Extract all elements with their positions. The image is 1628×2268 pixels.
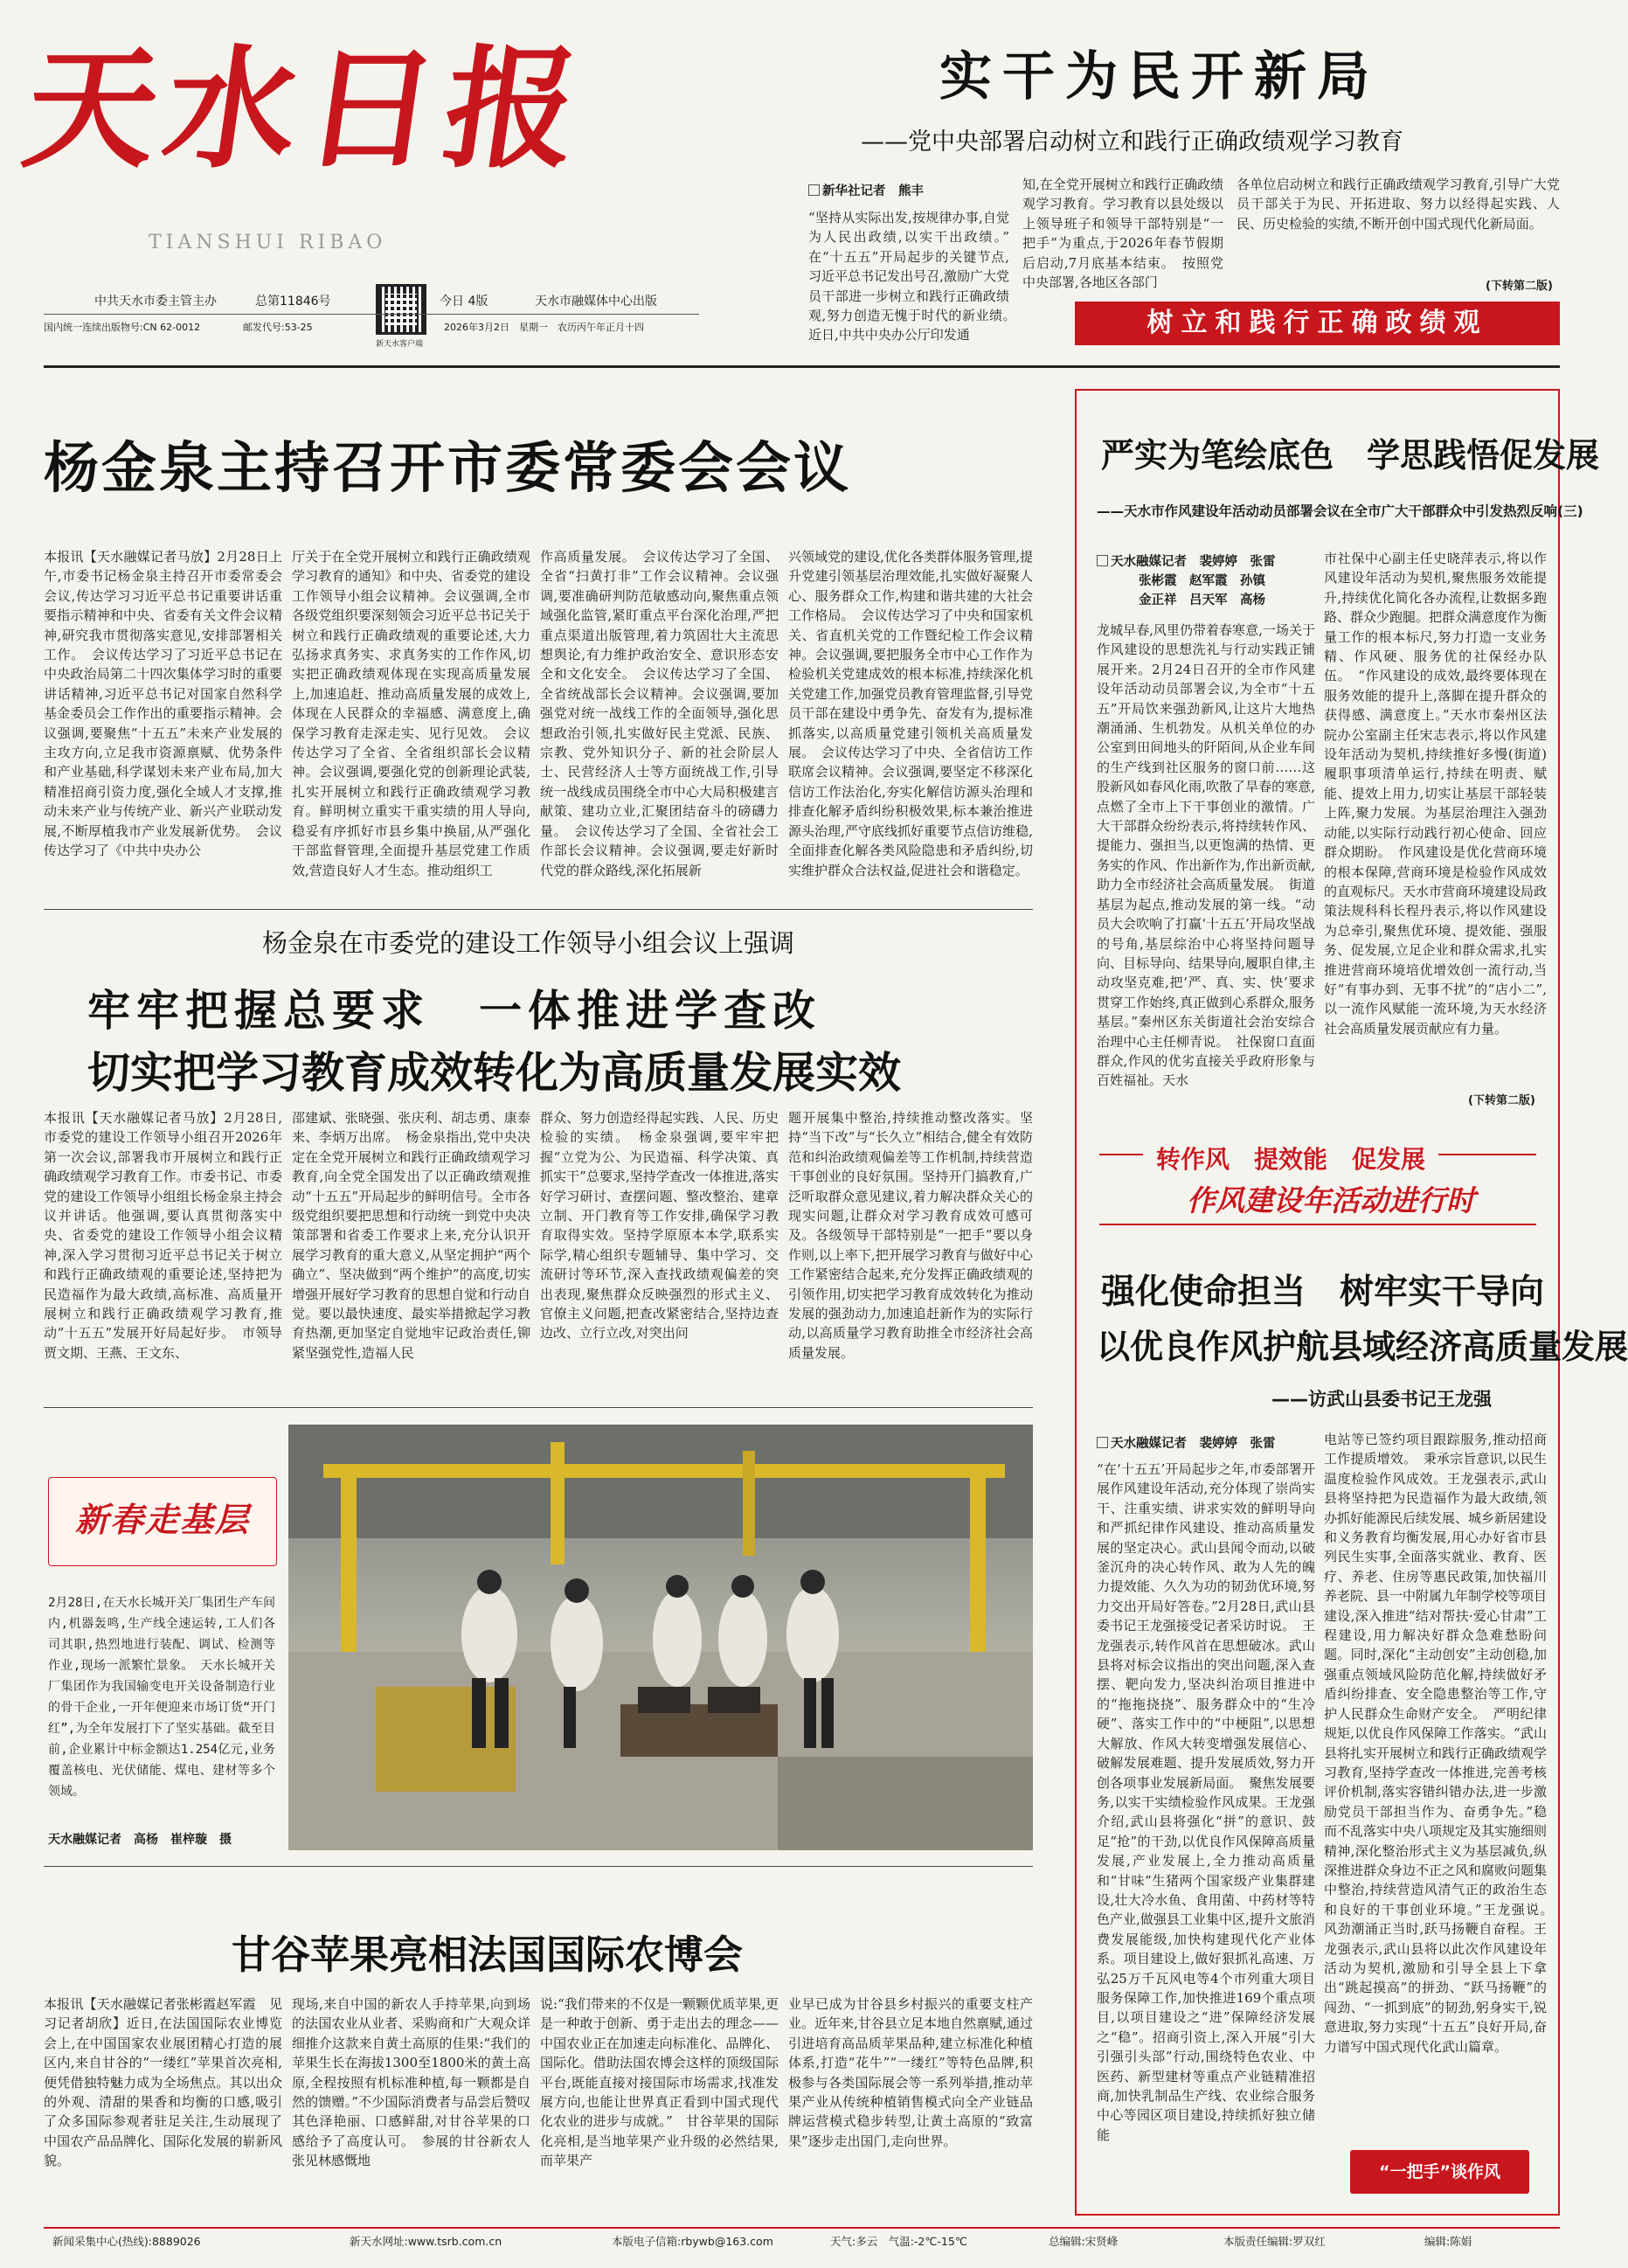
logo-text: 天水日报 [15, 32, 597, 186]
date-line: 2026年3月2日 星期一 农历丙午年正月十四 [444, 322, 644, 333]
lead-subtitle: ——党中央部署启动树立和践行正确政绩观学习教育 [861, 128, 1403, 156]
campaign-banner: 转作风 提效能 促发展 作风建设年活动进行时 [1099, 1136, 1536, 1232]
footer-email[interactable]: 本版电子信箱:rbywb@163.com [612, 2235, 773, 2248]
lead-title[interactable]: 实干为民开新局 [939, 46, 1380, 108]
footer-editor-in-chief: 总编辑:宋贤峰 [1049, 2235, 1119, 2248]
r1-title[interactable]: 严实为笔绘底色 学思践悟促发展 [1101, 435, 1600, 475]
photo-credit: 天水融媒记者 高杨 崔梓璇 摄 [48, 1833, 232, 1847]
a2-kicker: 杨金泉在市委党的建设工作领导小组会议上强调 [262, 928, 795, 958]
r1-col1: 龙城早春,风里仍带着春寒意,一场关于作风建设的思想洗礼与行动实践正铺展开来。2月24日召开的全市作风建设年活动动员部署会议,为全市“十五五”开局饮来强劲新风,让这片大地热潮涌涌、生机勃发。从机关单位的办公室到田间地头的阡陌间,从企业车间的生产线到社区服务的窗口前……这股新风如春风化雨,吹散了旱春的寒意,点燃了全市上下干事创业的激情。广大干部群众纷纷表示,将持续转作风、提能力、强担当,以更饱满的热情、更务实的作风、作出新作为,作出新贡献,助力全市经济社会高质量发展。 街道基层为起点,推动发展的第一线。“动员大会吹响了打赢‘十五五’开局攻坚战的号角,基层综治中心将坚持问题导向、目标导向、结果导向,履职自律,主动攻坚克难,把‘严、真、实、快’要求贯穿工作始终,真正做到心系群众,服务基层。”秦州区东关街道社会治安综合治理中心主任柳青说。 社保窗口直面群众,作风的优劣直接关乎政府形象与百姓福祉。天水 [1097, 622, 1315, 1089]
a1-title[interactable]: 杨金泉主持召开市委常委会会议 [44, 436, 851, 500]
footer-hotline: 新闻采集中心(热线):8889026 [52, 2235, 201, 2248]
a3-title[interactable]: 甘谷苹果亮相法国国际农博会 [232, 1932, 744, 1978]
a3-col1: 本报讯【天水融媒记者张彬霞赵军霞 见习记者胡欣】近日,在法国国际农业博览会上,在中国国家农业展团精心打造的展区内,来自甘谷的“一缕红”苹果首次亮相,便凭借独特魅力成为全场焦点。其以出众的外观、清甜的果香和均衡的口感,吸引了众多国际参观者驻足关注,生动展现了中国农产品品牌化、国际化发展的崭新风貌。 [44, 1996, 282, 2169]
issue-number: 总第11846号 [255, 295, 331, 309]
a2-col3: 群众、努力创造经得起实践、人民、历史检验的实绩。 杨金泉强调,要牢牢把握“立党为公、为民造福、科学决策、真抓实干”总要求,坚持学查改一体推进,落实好学习研讨、查摆问题、整改整治、建章立制、开门教育等工作安排,确保学习教育取得实效。坚持学原原本本学,联系实际学,精心组织专题辅导、集中学习、交流研讨等环节,深入查找政绩观偏差的突出表现,聚焦群众反映强烈的形式主义、官僚主义问题,把查改紧密结合,坚持边查边改、立行立改,对突出问 [540, 1110, 779, 1342]
a1-col2: 厅关于在全党开展树立和践行正确政绩观学习教育的通知》和中央、省委党的建设工作领导小组会议精神。会议强调,全市各级党组织要深刻领会习近平总书记关于树立和践行正确政绩观的重要论述,大力弘扬求真务实、求真务实的工作作风,切实把正确政绩观体现在实现高质量发展上,加速追赶、推动高质量发展的成效上,体现在人民群众的幸福感、满意度上,确保学习教育走深走实、见行见效。 会议传达学习了全省、全省组织部长会议精神。会议强调,要强化党的创新理论武装,扎实开展树立和践行正确政绩观学习教育。鲜明树立重实干重实绩的用人导向,稳妥有序抓好市县乡集中换届,从严强化干部监督管理,全面提升基层党建工作质效,营造良好人才生态。推动组织工 [292, 549, 530, 878]
qr-code[interactable] [376, 284, 426, 335]
r2-title2[interactable]: 以优良作风护航县域经济高质量发展 [1097, 1327, 1628, 1366]
lead-banner: 树立和践行正确政绩观 [1075, 302, 1560, 345]
lead-jump[interactable]: (下转第二版) [1486, 280, 1553, 293]
r1-jump[interactable]: (下转第二版) [1468, 1094, 1535, 1107]
a3-col4: 业早已成为甘谷县乡村振兴的重要支柱产业。近年来,甘谷县立足本地自然禀赋,通过引进培育高品质苹果品种,建立标准化种植体系,打造“花牛”“一缕红”等特色品牌,积极参与各类国际展会等一系列举措,推动苹果产业从传统种植销售模式向全产业链品牌运营模式稳步转型,让黄土高原的“致富果”逐步走出国门,走向世界。 [788, 1996, 1033, 2149]
factory-scene-illustration [288, 1425, 1033, 1850]
lead-byline: 新华社记者 熊丰 [808, 182, 924, 201]
a2-col4: 题开展集中整治,持续推动整改落实。坚持“当下改”与“长久立”相结合,健全有效防范和纠治政绩观偏差等工作机制,持续营造干事创业的良好氛围。坚持开门搞教育,广泛听取群众意见建议,着力解决群众关心的现实问题,让群众对学习教育成效可感可及。各级领导干部特别是“一把手”要以身作则,以上率下,把开展学习教育与做好中心工作紧密结合起来,充分发挥正确政绩观的引领作用,切实把学习教育成效转化为推动发展的强劲动力,加速追赶新作为的实际行动,以高质量学习教育助推全市经济社会高质量发展。 [788, 1110, 1033, 1361]
a2-title1[interactable]: 牢牢把握总要求 一体推进学查改 [87, 985, 822, 1036]
newspaper-logo [15, 22, 597, 253]
a2-title2[interactable]: 切实把学习教育成效转化为高质量发展实效 [87, 1047, 902, 1098]
postal-code: 邮发代号:53-25 [243, 322, 313, 333]
r2-col2: 电站等已签约项目跟踪服务,推动招商工作提质增效。 秉承宗旨意识,以民生温度检验作风成效。王龙强表示,武山县将坚持把为民造福作为最大政绩,领办抓好能源民后续发展、城乡新居建设和义务教育均衡发展,用心办好省市县列民生实事,全面落实就业、教育、医疗、养老、住房等惠民政策,加快福川养老院、县一中附属九年制学校等项目建设,深入推进“结对帮扶·爱心甘肃”工程建设,用力解决好群众急难愁盼问题。同时,深化“主动创安”主动创稳,加强重点领域风险防范化解,持续做好矛盾纠纷排查、安全隐患整治等工作,守护人民群众生命财产安全。 严明纪律规矩,以优良作风保障工作落实。“武山县将扎实开展树立和践行正确政绩观学习教育,坚持学查改一体推进,完善考核评价机制,落实容错纠错办法,进一步激励党员干部担当作为、奋勇争先。”稳而不乱落实中央八项规定及其实施细则精神,深化整治形式主义为基层减负,纵深推进群众身边不正之风和腐败问题集中整治,持续营造风清气正的政治生态和良好的干事创业环境。”王龙强说。 风劲潮涌正当时,跃马扬鞭自奋程。王龙强表示,武山县将以此次作风建设年活动为契机,激励和引导全县上下拿出“跳起摸高”的拼劲、“跃马扬鞭”的闯劲、“一抓到底”的韧劲,躬身实干,锐意进取,努力实现“十五五”良好开局,奋力谱写中国式现代化武山篇章。 [1324, 1432, 1561, 2055]
sponsor: 中共天水市委主管主办 [94, 295, 217, 309]
a1-col4: 兴领域党的建设,优化各类群体服务管理,提升党建引领基层治理效能,扎实做好凝聚人心、服务群众工作,构建和谐共建的大社会工作格局。 会议传达学习了中央和国家机关、省直机关党的工作暨纪检工作会议精神。会议强调,要把服务全市中心工作作为检验机关党建成效的根本标准,持续深化机关党建工作,加强党员教育管理监督,引导党员干部在建设中勇争先、奋发有为,提标准抓落实,以高质量党建引领机关高质量发展。 会议传达学习了中央、全省信访工作联席会议精神。会议强调,要坚定不移深化信访工作法治化,夯实化解信访源头治理和排查化解矛盾纠纷积极效果,标本兼治推进源头治理,严守底线抓好重要节点信访维稳,全面排查化解各类风险隐患和矛盾纠纷,切实维护群众合法权益,促进社会和谐稳定。 [788, 549, 1033, 878]
a2-col1: 本报讯【天水融媒记者马放】2月28日,市委党的建设工作领导小组召开2026年第一次会议,部署我市开展树立和践行正确政绩观学习教育工作。市委书记、市委党的建设工作领导小组组长杨金泉主持会议并讲话。他强调,要认真贯彻落实中央、省委党的建设工作领导小组会议精神,深入学习贯彻习近平总书记关于树立和践行正确政绩观的重要论述,坚持把为民造福作为最大政绩,高标准、高质量开展树立和践行正确政绩观学习教育,推动“十五五”发展开好局起好步。 市领导贾文期、王燕、王文东、 [44, 1110, 282, 1361]
publisher: 天水市融媒体中心出版 [535, 295, 657, 309]
a1-col1: 本报讯【天水融媒记者马放】2月28日上午,市委书记杨金泉主持召开市委常委会会议,传达学习习近平总书记重要讲话重要指示精神和中央、省委有关文件会议精神,研究我市贯彻落实意见,安排部署相关工作。 会议传达学习了习近平总书记在中央政治局第二十四次集体学习时的重要讲话精神,习近平总书记对国家自然科学基金委员会工作作出的重要指示精神。会议强调,要聚焦“十五五”未来产业发展的主攻方向,立足我市资源禀赋、优势条件和产业基础,科学谋划未来产业布局,加大精准招商引资力度,强化全域人才支撑,推动未来产业与传统产业、新兴产业联动发展,不断厚植我市产业发展新优势。 会议传达学习了《中共中央办公 [44, 549, 282, 859]
a3-col2: 现场,来自中国的新农人手持苹果,向到场的法国农业从业者、采购商和广大观众详细推介这款来自黄土高原的佳果:“我们的苹果生长在海拔1300至1800米的黄土高原,全程按照有机标准种植,每一颗都是自然的馈赠。”不少国际消费者与品尝后赞叹其色泽艳丽、口感鲜甜,对甘谷苹果的口感给予了高度认可。 参展的甘谷新农人张见林感慨地 [292, 1996, 530, 2169]
lead-col1: “坚持从实际出发,按规律办事,自觉为人民出政绩,以实干出政绩。” 在“十五五”开局起步的关键节点,习近平总书记发出号召,激励广大党员干部进一步树立和践行正确政绩观,努力创造无愧于时代的新业绩。 近日,中共中央办公厅印发通 [808, 210, 1023, 343]
footer [44, 2233, 1560, 2259]
lead-col2: 知,在全党开展树立和践行正确政绩观学习教育。学习教育以县处级以上领导班子和领导干部特别是“一把手”为重点,于2026年春节假期后启动,7月底基本结束。 按照党中央部署,各地区各部门 [1022, 177, 1223, 291]
r2-subtitle: ——访武山县委书记王龙强 [1271, 1389, 1492, 1410]
r1-col2: 市社保中心副主任史晓萍表示,将以作风建设年活动为契机,聚焦服务效能提升,持续优化简化各办流程,让数据多跑路、群众少跑腿。把群众满意度作为衡量工作的根本标尺,努力打造一支业务精、作风硬、服务优的社保经办队伍。 “作风建设的成效,最终要体现在服务效能的提升上,落脚在提升群众的获得感、满意度上。”天水市秦州区法院办公室副主任宋志表示,将以作风建设年活动为契机,持续推好多慢(街道)履职事项清单运行,持续在明责、赋能、提效上用力,切实让基层干部轻装上阵,聚力发展。为基层治理注入强劲动能,以实际行动践行初心使命、回应群众期盼。 作风建设是优化营商环境的根本保障,营商环境是检验作风成效的直观标尺。天水市营商环境建设局政策法规科科长程丹表示,将以作风建设为总牵引,聚焦优环境、提效能、强服务、促发展,立足企业和群众需求,扎实推进营商环境培优增效创一流行动,当好“有事办到、无事不扰”的“店小二”,以一流作风赋能一流环境,为天水经济社会高质量发展贡献应有力量。 [1324, 551, 1548, 1037]
page-count: 今日 4版 [440, 295, 488, 309]
footer-editor: 编辑:陈娟 [1424, 2235, 1472, 2248]
lead-col3: 各单位启动树立和践行正确政绩观学习教育,引导广大党员干部关于为民、开拓进取、努力以经得起实践、人民、历史检验的实绩,不断开创中国式现代化新局面。 [1237, 177, 1560, 232]
footer-page-editor: 本版责任编辑:罗双红 [1223, 2235, 1326, 2248]
r2-ribbon: “一把手”谈作风 [1350, 2150, 1529, 2194]
a1-col3: 作高质量发展。 会议传达学习了全国、全省“扫黄打非”工作会议精神。会议强调,要准确研判防范敏感动向,聚焦重点领域强化监管,紧盯重点平台深化治理,严把重点渠道出版管理,着力筑固壮大主流思想舆论,有力维护政治安全、意识形态安全和文化安全。 会议传达学习了全国、全省统战部长会议精神。会议强调,要加强党对统一战线工作的全面领导,强化思想政治引领,扎实做好民主党派、民族、宗教、党外知识分子、新的社会阶层人士、民营经济人士等方面统战工作,引导统一战线成员围绕全市中心大局积极建言献策、建功立业,汇聚团结奋斗的磅礴力量。 会议传达学习了全国、全省社会工作部长会议精神。会议强调,要走好新时代党的群众路线,深化拓展新 [540, 549, 779, 878]
r1-byline: 天水融媒记者 裴婷婷 张雷 张彬霞 赵军霞 孙镇 金正祥 吕天军 高杨 [1097, 552, 1315, 610]
r2-title1[interactable]: 强化使命担当 树牢实干导向 [1101, 1272, 1545, 1312]
spring-badge: 新春走基层 [48, 1477, 277, 1566]
cn-number: 国内统一连续出版物号:CN 62-0012 [44, 322, 201, 333]
a3-col3: 说:“我们带来的不仅是一颗颗优质苹果,更是一种敢于创新、勇于走出去的理念——中国农业正在加速走向标准化、品牌化、国际化。借助法国农博会这样的顶级国际平台,既能直接对接国际市场需求,找准发展方向,也能让世界真正看到中国式现代化农业的进步与成就。” 甘谷苹果的国际化亮相,是当地苹果产业升级的必然结果,而苹果产 [540, 1996, 779, 2169]
masthead [0, 0, 1581, 358]
footer-website[interactable]: 新天水网址:www.tsrb.com.cn [350, 2235, 502, 2248]
r1-subtitle: ——天水市作风建设年活动动员部署会议在全市广大干部群众中引发热烈反响(三) [1097, 503, 1583, 519]
a2-col2: 邵建斌、张晓强、张庆利、胡志勇、康泰来、李炳万出席。 杨金泉指出,党中央决定在全党开展树立和践行正确政绩观学习教育,向全党全国发出了以正确政绩观推动“十五五”开局起步的鲜明信号。全市各级党组织要把思想和行动统一到党中央决策部署和省委工作要求上来,充分认识开展学习教育的重大意义,从坚定拥护“两个确立”、坚决做到“两个维护”的高度,切实增强开展好学习教育的思想自觉和行动自觉。要以最快速度、最实举措掀起学习教育热潮,更加坚定自觉地牢记政治责任,铆紧坚强党性,造福人民 [292, 1110, 530, 1361]
footer-weather: 天气:多云 气温:-2℃-15℃ [830, 2235, 967, 2248]
logo-pinyin: TIANSHUI RIBAO [149, 232, 387, 253]
photo-caption: 2月28日,在天水长城开关厂集团生产车间内,机器轰鸣,生产线全速运转,工人们各司其职,热烈地进行装配、调试、检测等作业,现场一派繁忙景象。 天水长城开关厂集团作为我国输变电开关设备制造行业的骨干企业,一开年便迎来市场订货“开门红”,为全年发展打下了坚实基础。截至目前,企业累计中标金额达1.254亿元,业务覆盖核电、光伏储能、煤电、建材等多个领域。 [48, 1596, 275, 1799]
qr-caption: 新天水客户端 [376, 340, 424, 349]
r2-col1: “在‘十五五’开局起步之年,市委部署开展作风建设年活动,充分体现了崇尚实干、注重实绩、讲求实效的鲜明导向和严抓纪律作风建设、推动高质量发展的坚定决心。武山县闻令而动,以破釜沉舟的决心转作风、敢为人先的魄力提效能、久久为功的韧劲优环境,努力交出开局好答卷。”2月28日,武山县委书记王龙强接受记者采访时说。 王龙强表示,转作风首在思想破冰。武山县将对标会议指出的突出问题,深入查摆、靶向发力,坚决纠治项目推进中的“拖拖挠挠”、服务群众中的“生冷硬”、落实工作中的“中梗阻”,以思想大解放、作风大转变增强发展信心、破解发展难题、提升发展质效,努力开创各项事业发展新局面。 聚焦发展要务,以实干实绩检验作风成果。王龙强介绍,武山县将强化“拼”的意识、鼓足“抢”的干劲,以优良作风保障高质量发展,产业发展上,全力推动高质量和“甘味”生猪两个国家级产业集群建设,壮大冷水鱼、食用菌、中药材等特色产业,做强县工业集中区,提升文旅消费发展能级,加快构建现代化产业体系。项目建设上,做好狠抓礼高速、万弘25万千瓦风电等4个市列重大项目服务保障工作,加快推进169个重点项目,以项目建设之“进”保障经济发展之“稳”。招商引资上,深入开展“引大引强引头部”行动,围绕特色农业、中医药、新型建材等重点产业链精准招商,加快乳制品生产线、农业综合服务中心等园区项目建设,持续抓好独立储能 [1097, 1461, 1315, 2143]
r2-byline: 天水融媒记者 裴婷婷 张雷 [1097, 1434, 1276, 1453]
news-photo[interactable] [288, 1425, 1033, 1850]
